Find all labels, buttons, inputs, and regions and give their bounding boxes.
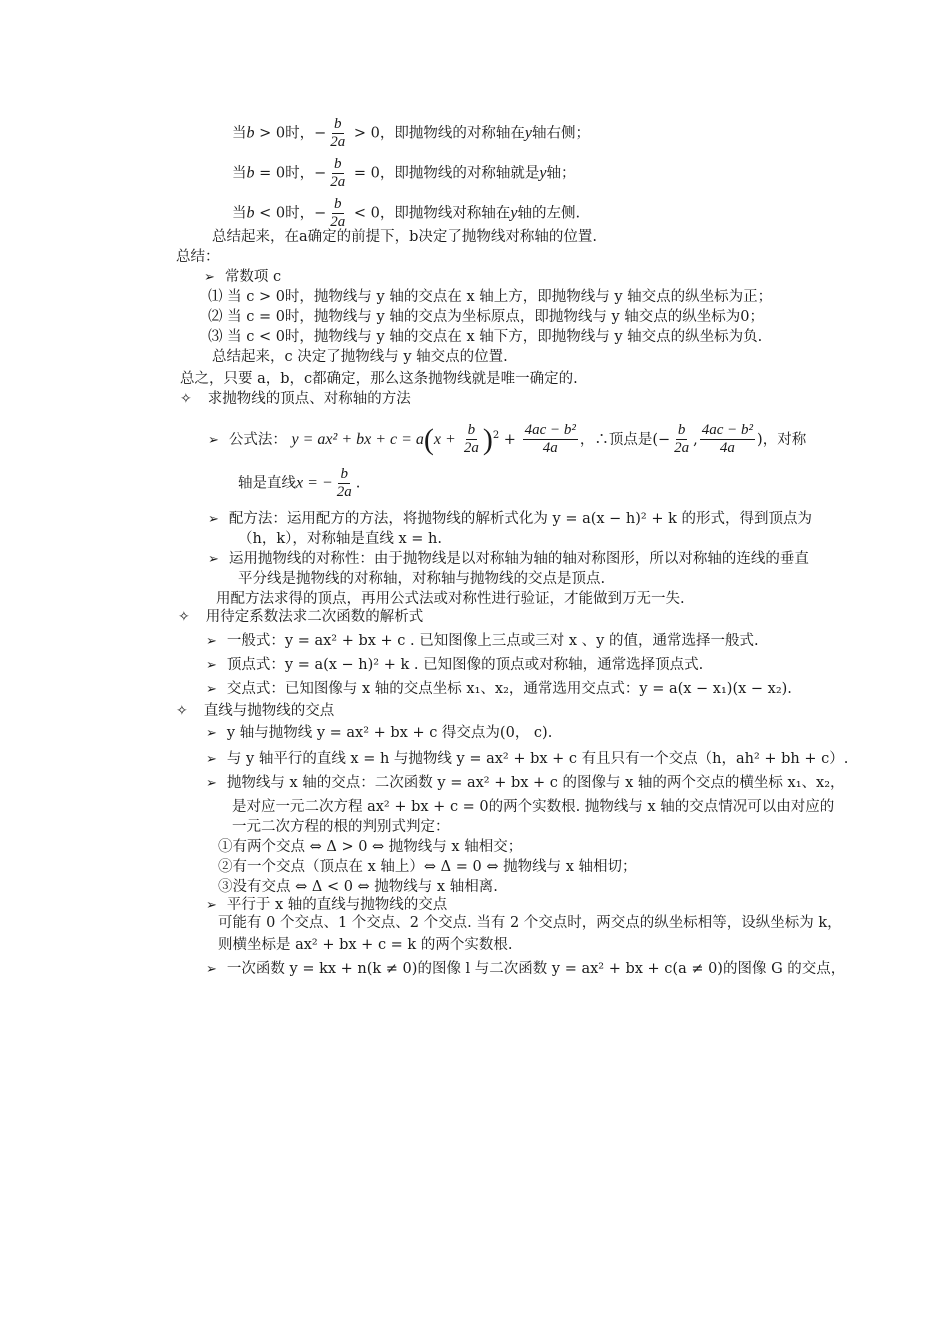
fraction: $\frac{b}{2a}$ (330, 196, 346, 230)
completing-square-method: ➢ 配方法：运用配方的方法，将抛物线的解析式化为 y = a(x − h)² + k 的形式，得到顶点为 (208, 511, 812, 527)
arrow-bullet-icon: ➢ (206, 898, 217, 913)
c-zero-case: ⑵ 当 c = 0时，抛物线与 y 轴的交点为坐标原点，即抛物线与 y 轴交点的纵坐标为0； (208, 309, 764, 325)
arrow-bullet-icon: ➢ (206, 682, 217, 697)
x-axis-intersection-cont: 是对应一元二次方程 ax² + bx + c = 0的两个实数根. 抛物线与 x 轴的交点情况可以由对应的 (232, 799, 835, 815)
vertex-result: （h，k），对称轴是直线 x = h. (238, 531, 442, 547)
fraction: $\frac{b}{2a}$ (463, 422, 479, 457)
no-intersection: ③没有交点 ⇔ Δ < 0 ⇔ 抛物线与 x 轴相离. (218, 879, 498, 895)
c-summary: 总结起来，c 决定了抛物线与 y 轴交点的位置. (212, 349, 508, 365)
arrow-bullet-icon: ➢ (208, 432, 219, 448)
fraction: $\frac{\text{4ac − b²}}{4a}$ (701, 422, 754, 457)
linear-quadratic-intersection: ➢ 一次函数 y = kx + n(k ≠ 0)的图像 l 与二次函数 y = ax² + bx + c(a ≠ 0)的图像 G 的交点， (206, 961, 846, 977)
c-positive-case: ⑴ 当 c > 0时，抛物线与 y 轴的交点在 x 轴上方，即抛物线与 y 轴交点的纵坐标为正； (208, 289, 773, 305)
diamond-bullet-icon: ✧ (180, 391, 192, 407)
vertical-line-intersection: ➢ 与 y 轴平行的直线 x = h 与抛物线 y = ax² + bx + c 有且只有一个交点（h，ah² + bh + c）. (206, 751, 849, 767)
fraction: $\frac{b}{2a}$ (674, 422, 690, 457)
general-form: ➢ 一般式：y = ax² + bx + c . 已知图像上三点或三对 x 、y 的值，通常选择一般式. (206, 633, 759, 649)
symmetry-method-cont: 平分线是抛物线的对称轴，对称轴与抛物线的交点是顶点. (238, 571, 606, 587)
b-positive-case: 当b > 0时，− $\frac{b}{2a}$ > 0，即抛物线的对称轴在y轴右侧； (232, 116, 590, 150)
arrow-bullet-icon: ➢ (208, 552, 219, 567)
c-negative-case: ⑶ 当 c < 0时，抛物线与 y 轴的交点在 x 轴下方，即抛物线与 y 轴交点的纵坐标为负. (208, 329, 763, 345)
arrow-bullet-icon: ➢ (204, 270, 215, 285)
fraction: $\frac{b}{2a}$ (336, 466, 352, 500)
arrow-bullet-icon: ➢ (206, 962, 217, 977)
horizontal-line-cases: 可能有 0 个交点、1 个交点、2 个交点. 当有 2 个交点时，两交点的纵坐标相等，设纵坐标为 k， (218, 915, 842, 931)
diamond-bullet-icon: ✧ (176, 703, 188, 719)
arrow-bullet-icon: ➢ (206, 752, 217, 767)
x-axis-intersection: ➢ 抛物线与 x 轴的交点：二次函数 y = ax² + bx + c 的图像与 x 轴的两个交点的横坐标 x₁、x₂， (206, 775, 845, 791)
one-intersection: ②有一个交点（顶点在 x 轴上）⇔ Δ = 0 ⇔ 抛物线与 x 轴相切； (218, 859, 637, 875)
b-negative-case: 当b < 0时，− $\frac{b}{2a}$ < 0，即抛物线对称轴在y轴的左侧. (232, 196, 581, 230)
arrow-bullet-icon: ➢ (206, 634, 217, 649)
constant-c-heading: ➢ 常数项 c (204, 269, 282, 285)
vertex-method-heading: ✧ 求抛物线的顶点、对称轴的方法 (180, 391, 411, 407)
undetermined-coefficients-heading: ✧ 用待定系数法求二次函数的解析式 (178, 609, 424, 625)
fraction: $\frac{\text{4ac − b²}}{4a}$ (524, 422, 576, 457)
verification-note: 用配方法求得的顶点，再用公式法或对称性进行验证，才能做到万无一失. (216, 591, 685, 607)
formula-method: ➢ 公式法： y = ax² + bx + c = a(x + $\frac{b}{2a}$ )$^2$ + $\frac{\text{4ac − b²}}{4a}$ ，∴顶点是(− $\frac{b}{2a}$ , $\frac{\text{4ac − b²}}{4a}$ )，对称 (208, 422, 807, 457)
fraction: $\frac{b}{2a}$ (330, 116, 346, 150)
fraction: $\frac{b}{2a}$ (330, 156, 346, 190)
diamond-bullet-icon: ✧ (178, 609, 190, 625)
overall-summary: 总之，只要 a，b，c都确定，那么这条抛物线就是唯一确定的. (180, 371, 578, 387)
arrow-bullet-icon: ➢ (206, 658, 217, 673)
summary-heading: 总结： (176, 249, 220, 265)
b-zero-case: 当b = 0时，− $\frac{b}{2a}$ = 0，即抛物线的对称轴就是y轴； (232, 156, 576, 190)
horizontal-line-roots: 则横坐标是 ax² + bx + c = k 的两个实数根. (218, 937, 513, 953)
arrow-bullet-icon: ➢ (208, 512, 219, 527)
arrow-bullet-icon: ➢ (206, 776, 217, 791)
discriminant-intro: 一元二次方程的根的判别式判定： (232, 819, 450, 835)
arrow-bullet-icon: ➢ (206, 726, 217, 741)
symmetry-method: ➢ 运用抛物线的对称性：由于抛物线是以对称轴为轴的轴对称图形，所以对称轴的连线的垂直 (208, 551, 809, 567)
intercept-form: ➢ 交点式：已知图像与 x 轴的交点坐标 x₁、x₂，通常选用交点式：y = a(x − x₁)(x − x₂). (206, 681, 792, 697)
y-axis-intersection: ➢ y 轴与抛物线 y = ax² + bx + c 得交点为(0， c). (206, 725, 553, 741)
line-parabola-intersection-heading: ✧ 直线与抛物线的交点 (176, 703, 335, 719)
vertex-form: ➢ 顶点式：y = a(x − h)² + k . 已知图像的顶点或对称轴，通常选择顶点式. (206, 657, 704, 673)
b-summary: 总结起来，在a确定的前提下，b决定了抛物线对称轴的位置. (212, 229, 598, 245)
axis-of-symmetry-formula: 轴是直线x = − $\frac{b}{2a}$ . (238, 466, 361, 500)
two-intersections: ①有两个交点 ⇔ Δ > 0 ⇔ 抛物线与 x 轴相交； (218, 839, 523, 855)
horizontal-line-heading: ➢ 平行于 x 轴的直线与抛物线的交点 (206, 897, 448, 913)
